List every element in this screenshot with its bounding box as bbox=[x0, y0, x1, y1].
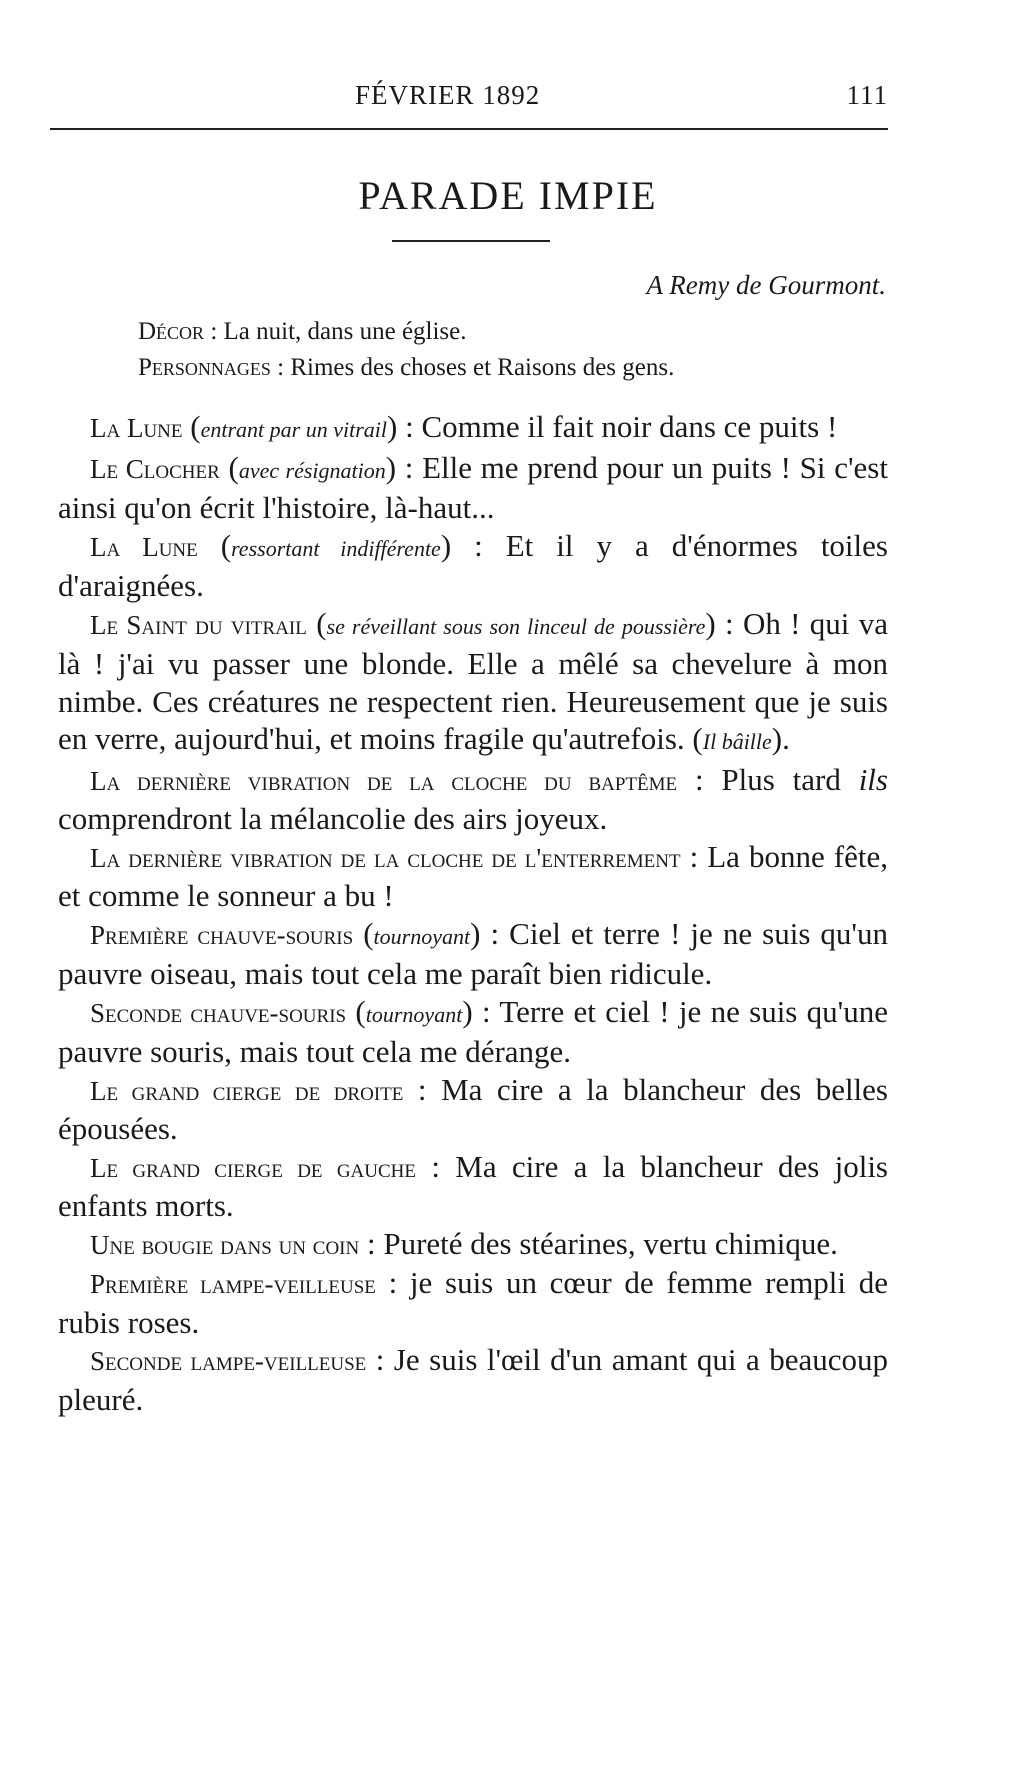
speech-text: Pureté des stéarines, vertu chimique. bbox=[383, 1225, 838, 1261]
speaker-name: Le Saint du vitrail bbox=[90, 609, 307, 640]
speech-text: Terre et ciel ! je ne suis qu'une pauvre souris, mais tout cela me dérange. bbox=[58, 993, 889, 1069]
speech-text: Et il y a d'énormes toiles d'araignées. bbox=[58, 527, 888, 603]
stage-direction: ressortant indifférente bbox=[231, 535, 441, 561]
header-rule bbox=[50, 128, 888, 130]
speech-text: Ciel et terre ! je ne suis qu'un pauvre oiseau, mais tout cela me paraît bien ridicule. bbox=[58, 915, 889, 991]
speech-text: Elle me prend pour un puits ! Si c'est ainsi qu'on écrit l'histoire, là-haut... bbox=[58, 449, 888, 525]
dialogue-body bbox=[58, 408, 888, 1418]
speaker-name: La Lune bbox=[90, 531, 198, 562]
title-rule bbox=[392, 240, 550, 242]
running-title: FÉVRIER 1892 bbox=[355, 80, 541, 110]
speech-text: Plus tard bbox=[721, 761, 859, 797]
dialogue-line: Seconde chauve-souris (tournoyant) : Terre et ciel ! je ne suis qu'une pauvre souris, mais tout cela me dérange. bbox=[58, 993, 889, 1069]
dialogue-line: Le grand cierge de droite : Ma cire a la blancheur des belles épousées. bbox=[58, 1071, 888, 1146]
dialogue-line: Le Clocher (avec résignation) : Elle me prend pour un puits ! Si c'est ainsi qu'on écrit l'histoire, là-haut... bbox=[58, 449, 888, 525]
page-header bbox=[50, 80, 888, 120]
personnages-line bbox=[138, 354, 674, 382]
speech-text: Ma cire a la blancheur des belles épousées. bbox=[58, 1071, 888, 1146]
stage-direction: se réveillant sous son linceul de poussière bbox=[326, 613, 706, 639]
speaker-name: Seconde lampe-veilleuse bbox=[90, 1346, 367, 1376]
speaker-name: Le grand cierge de gauche bbox=[90, 1152, 417, 1183]
dialogue-line: Première chauve-souris (tournoyant) : Ciel et terre ! je ne suis qu'un pauvre oiseau, mais tout cela me paraît bien ridicule. bbox=[58, 915, 889, 991]
speaker-name: Première lampe-veilleuse bbox=[90, 1269, 376, 1299]
poem-title: PARADE IMPIE bbox=[358, 173, 658, 218]
speaker-name: Seconde chauve-souris bbox=[90, 997, 347, 1028]
speech-text: Ma cire a la blancheur des jolis enfants morts. bbox=[58, 1148, 888, 1223]
personnages-text: : Rimes des choses et Raisons des gens. bbox=[270, 354, 675, 381]
page-number: 111 bbox=[846, 80, 888, 110]
dialogue-line: Seconde lampe-veilleuse : Je suis l'œil d'un amant qui a beaucoup pleuré. bbox=[58, 1342, 888, 1417]
speaker-name: Première chauve-souris bbox=[90, 919, 354, 950]
dialogue-line: Première lampe-veilleuse : je suis un cœur de femme rempli de rubis roses. bbox=[58, 1265, 888, 1340]
stage-direction: tournoyant bbox=[365, 1001, 463, 1027]
dialogue-line: La Lune (entrant par un vitrail) : Comme il fait noir dans ce puits ! bbox=[90, 409, 838, 444]
speaker-name: Le grand cierge de droite bbox=[90, 1075, 404, 1106]
speech-text: Comme il fait noir dans ce puits ! bbox=[421, 409, 838, 444]
dialogue-line: La Lune (ressortant indifférente) : Et il y a d'énormes toiles d'araignées. bbox=[58, 527, 888, 603]
dialogue-line: La dernière vibration de la cloche du baptême : Plus tard ils comprendront la mélancolie des airs joyeux. bbox=[58, 761, 888, 836]
speech-text: Je suis l'œil d'un amant qui a beaucoup pleuré. bbox=[58, 1342, 888, 1417]
speaker-name: Le Clocher bbox=[90, 453, 220, 484]
stage-direction: entrant par un vitrail bbox=[200, 417, 387, 442]
decor-text: : La nuit, dans une église. bbox=[204, 318, 467, 345]
dialogue-line: Une bougie dans un coin : Pureté des stéarines, vertu chimique. bbox=[90, 1225, 838, 1261]
stage-direction: avec résignation bbox=[238, 457, 386, 483]
speech-text: La bonne fête, et comme le sonneur a bu ! bbox=[58, 838, 888, 913]
stage-direction: tournoyant bbox=[373, 923, 471, 949]
decor-line bbox=[138, 318, 467, 346]
speaker-name: La Lune bbox=[90, 413, 183, 443]
dialogue-line: La dernière vibration de la cloche de l'enterrement : La bonne fête, et comme le sonneur a bu ! bbox=[58, 838, 888, 913]
speech-text: je suis un cœur de femme rempli de rubis roses. bbox=[58, 1265, 888, 1340]
speaker-name: Une bougie dans un coin bbox=[90, 1229, 360, 1260]
speaker-name: La dernière vibration de la cloche de l'enterrement bbox=[90, 842, 681, 873]
speech-text: comprendront la mélancolie des airs joyeux. bbox=[58, 801, 608, 836]
speaker-name: La dernière vibration de la cloche du baptême bbox=[90, 765, 678, 796]
dialogue-line: Le grand cierge de gauche : Ma cire a la blancheur des jolis enfants morts. bbox=[58, 1148, 888, 1223]
dialogue-line: Le Saint du vitrail (se réveillant sous son linceul de poussière) : Oh ! qui va là ! j'ai vu passer une blonde. Elle a mêlé sa chevelure à mon nimbe. Ces créatures ne respectent rien. Heureusement que je suis en verre, aujourd'hui, et moins fragile qu'autrefois. (Il bâille). bbox=[58, 605, 888, 756]
stage-direction: Il bâille bbox=[702, 729, 772, 754]
speech-emphasis: ils bbox=[858, 761, 888, 797]
personnages-label: Personnages bbox=[138, 354, 271, 381]
dedication: A Remy de Gourmont. bbox=[646, 270, 886, 300]
decor-label: Décor bbox=[138, 318, 205, 345]
speech-text: Oh ! qui va là ! j'ai vu passer une blonde. Elle a mêlé sa chevelure à mon nimbe. Ces créatures ne respectent rien. Heureusement que je suis en verre, aujourd'hui, et moins fragile qu'autrefois. bbox=[58, 605, 888, 756]
